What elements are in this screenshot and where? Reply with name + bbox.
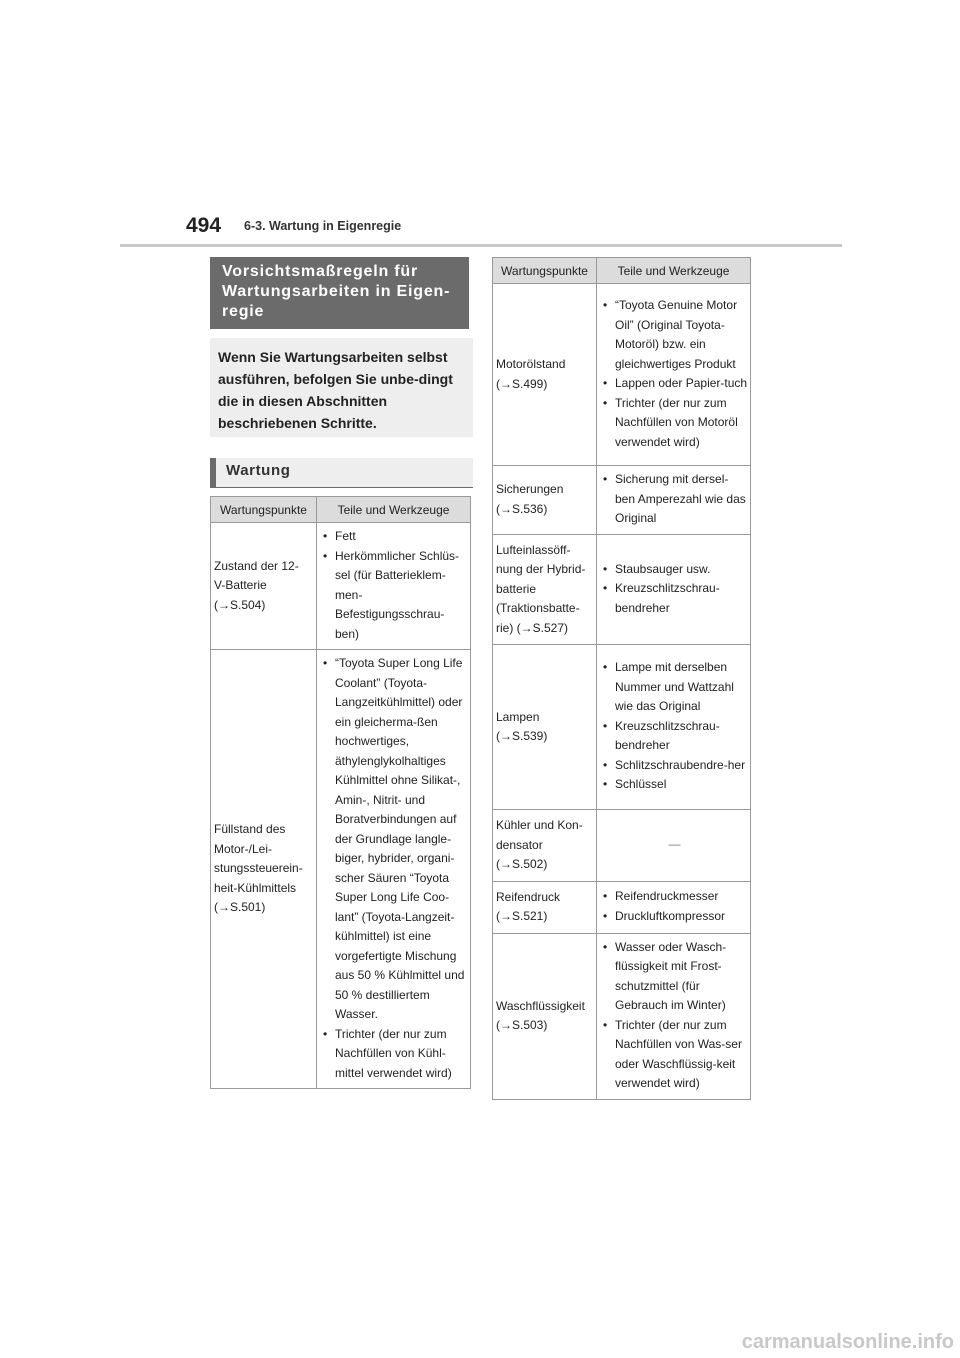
row-item: Zustand der 12- V-Batterie (→S.504) [211, 523, 317, 650]
row-tools [597, 534, 751, 645]
header-tools: Teile und Werkzeuge [597, 258, 751, 284]
row-item: Lufteinlassöff- nung der Hybrid- batterie (Traktionsbatte- rie) (→S.527) [493, 534, 597, 645]
tool-item: • Staubsauger usw. [601, 560, 748, 580]
row-tools [597, 645, 751, 810]
header-items: Wartungspunkte [493, 258, 597, 284]
row-tools-empty: — [597, 810, 751, 882]
tool-item: • Kreuzschlitzschrau-bendreher [601, 579, 748, 618]
row-item: Sicherungen (→S.536) [493, 466, 597, 535]
maintenance-table-right [492, 257, 751, 1100]
row-tools [317, 650, 471, 1089]
intro-text: Wenn Sie Wartungsarbeiten selbst ausführen, befolgen Sie unbe-dingt die in diesen Abschnitten beschriebenen Schritte. [210, 338, 473, 437]
tool-item: • Trichter (der nur zum Nachfüllen von Kühl-mittel verwendet wird) [321, 1025, 468, 1084]
tool-item: • Lampe mit derselben Nummer und Wattzahl wie das Original [601, 658, 748, 717]
row-tools [317, 523, 471, 650]
page-number: 494 [186, 214, 222, 237]
subheading-wartung: Wartung [210, 458, 473, 488]
row-tools [597, 466, 751, 535]
table-row [493, 881, 751, 933]
table-header-row [493, 258, 751, 284]
row-tools [597, 881, 751, 933]
chapter-title: 6-3. Wartung in Eigenregie [244, 219, 402, 233]
tool-item: • Lappen oder Papier-tuch [601, 374, 748, 394]
row-tools [597, 284, 751, 466]
tool-item: • Druckluftkompressor [601, 907, 748, 927]
tool-item: • Kreuzschlitzschrau-bendreher [601, 717, 748, 756]
row-item: Lampen (→S.539) [493, 645, 597, 810]
section-title: Vorsichtsmaßregeln für Wartungsarbeiten in Eigen-regie [210, 257, 469, 329]
row-tools [597, 933, 751, 1099]
table-row [211, 523, 471, 650]
tool-item: • “Toyota Super Long Life Coolant” (Toyota-Langzeitkühlmittel) oder ein gleicherma-ßen hochwertiges, äthylenglykolhaltiges Kühlmittel ohne Silikat-, Amin-, Nitrit- und Boratverbindungen auf der Grundlage langle-biger, hybrider, organi-scher Säuren “Toyota Super Long Life Coo-lant” (Toyota-Langzeit-kühlmittel) ist eine vorgefertigte Mischung aus 50 % Kühlmittel und 50 % destilliertem Wasser. [321, 654, 468, 1025]
tool-item: • Herkömmlicher Schlüs-sel (für Batterieklem-men-Befestigungsschrau-ben) [321, 547, 468, 645]
header-items: Wartungspunkte [211, 497, 317, 523]
row-item: Reifendruck (→S.521) [493, 881, 597, 933]
tool-item: • Trichter (der nur zum Nachfüllen von Motoröl verwendet wird) [601, 394, 748, 453]
row-item: Motorölstand (→S.499) [493, 284, 597, 466]
tool-item: • Schlitzschraubendre-her [601, 756, 748, 776]
table-row [493, 810, 751, 882]
table-row [493, 933, 751, 1099]
tool-item: • Schlüssel [601, 775, 748, 795]
tool-item: • Wasser oder Wasch-flüssigkeit mit Frost-schutzmittel (für Gebrauch im Winter) [601, 938, 748, 1016]
table-row [493, 284, 751, 466]
table-header-row [211, 497, 471, 523]
row-item: Waschflüssigkeit (→S.503) [493, 933, 597, 1099]
tool-item: • Fett [321, 527, 468, 547]
header-tools: Teile und Werkzeuge [317, 497, 471, 523]
table-row [493, 466, 751, 535]
row-item: Füllstand des Motor-/Lei- stungssteuerein- heit-Kühlmittels (→S.501) [211, 650, 317, 1089]
tool-item: • “Toyota Genuine Motor Oil” (Original Toyota-Motoröl) bzw. ein gleichwertiges Produkt [601, 296, 748, 374]
tool-item: • Trichter (der nur zum Nachfüllen von Was-ser oder Waschflüssig-keit verwendet wird) [601, 1016, 748, 1094]
table-row [493, 645, 751, 810]
table-row [493, 534, 751, 645]
row-item: Kühler und Kon- densator (→S.502) [493, 810, 597, 882]
watermark-text: carmanualsonline.info [741, 1331, 954, 1353]
tool-item: • Reifendruckmesser [601, 887, 748, 907]
maintenance-table-left [210, 496, 471, 1089]
header-divider [120, 244, 842, 247]
table-row [211, 650, 471, 1089]
tool-item: • Sicherung mit dersel-ben Amperezahl wie das Original [601, 470, 748, 529]
